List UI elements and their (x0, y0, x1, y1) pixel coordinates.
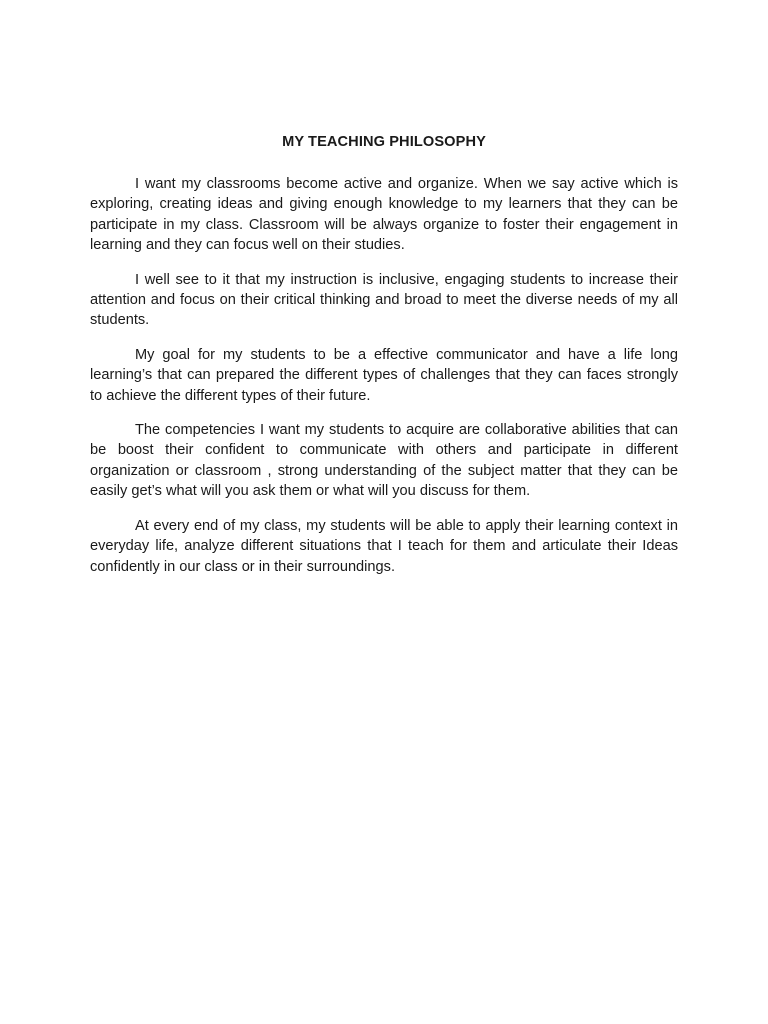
paragraph-student-goals: My goal for my students to be a effective communicator and have a life long learning’s that can prepared the different types of challenges that they can faces strongly to achieve the different types of their future. (90, 346, 678, 404)
document-title: MY TEACHING PHILOSOPHY (282, 134, 486, 150)
paragraph-inclusive-instruction: I well see to it that my instruction is inclusive, engaging students to increase their attention and focus on their critical thinking and broad to meet the diverse needs of my all students. (90, 271, 678, 329)
paragraph-competencies: The competencies I want my students to acquire are collaborative abilities that can be boost their confident to communicate with others and participate in different organization or classroom , strong understanding of the subject matter that they can be easily get’s what will you ask them or what will you discuss for them. (90, 422, 678, 500)
paragraph-classroom-environment: I want my classrooms become active and organize. When we say active which is exploring, creating ideas and giving enough knowledge to my learners that they can be participate in my class. Classroom will be always organize to foster their engagement in learning and they can focus well on their studies. (90, 176, 678, 254)
paragraph-learning-outcomes: At every end of my class, my students will be able to apply their learning context in everyday life, analyze different situations that I teach for them and articulate their Ideas confidently in our class or in their surroundings. (90, 517, 678, 575)
document-body (90, 132, 678, 591)
